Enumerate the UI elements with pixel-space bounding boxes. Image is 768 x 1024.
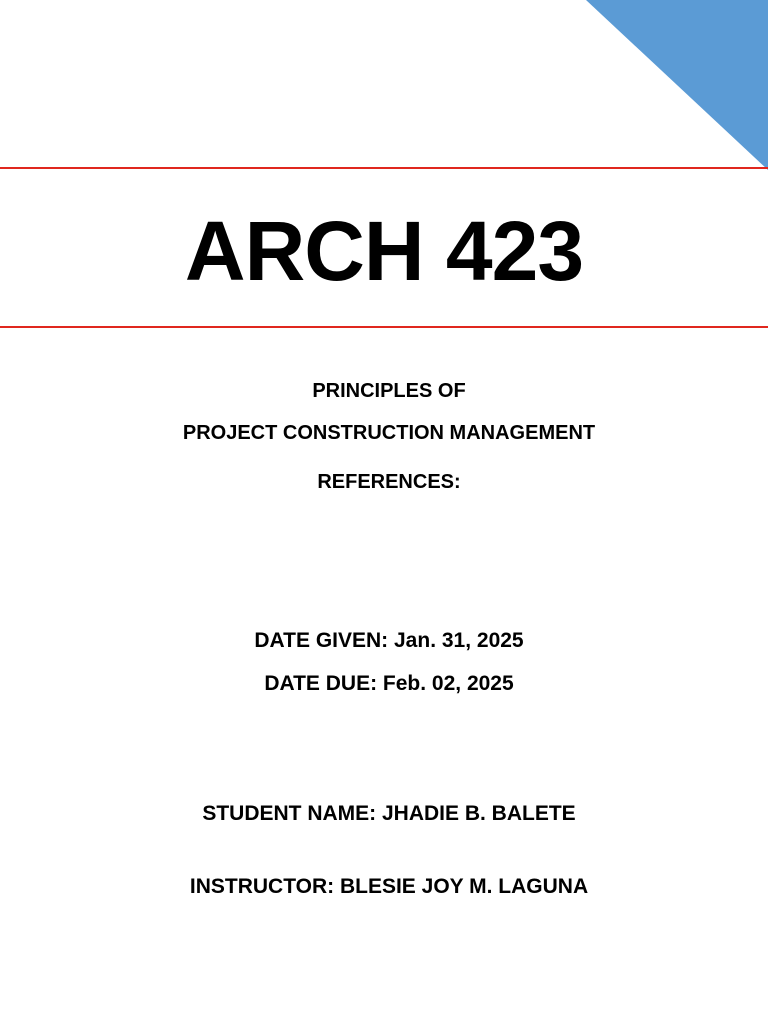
- date-given: DATE GIVEN: Jan. 31, 2025: [254, 629, 524, 652]
- blue-corner-triangle: [586, 0, 768, 170]
- date-due: DATE DUE: Feb. 02, 2025: [264, 672, 514, 695]
- student-name: STUDENT NAME: JHADIE B. BALETE: [202, 802, 576, 825]
- corner-triangle-decoration: [0, 0, 768, 175]
- top-red-rule: [0, 167, 768, 169]
- bottom-red-rule: [0, 326, 768, 328]
- course-code-title: ARCH 423: [184, 204, 584, 298]
- subtitle-line-1: PRINCIPLES OF: [312, 380, 466, 402]
- references-label: REFERENCES:: [317, 471, 461, 493]
- subtitle-line-2: PROJECT CONSTRUCTION MANAGEMENT: [182, 422, 596, 444]
- instructor-name: INSTRUCTOR: BLESIE JOY M. LAGUNA: [189, 875, 589, 898]
